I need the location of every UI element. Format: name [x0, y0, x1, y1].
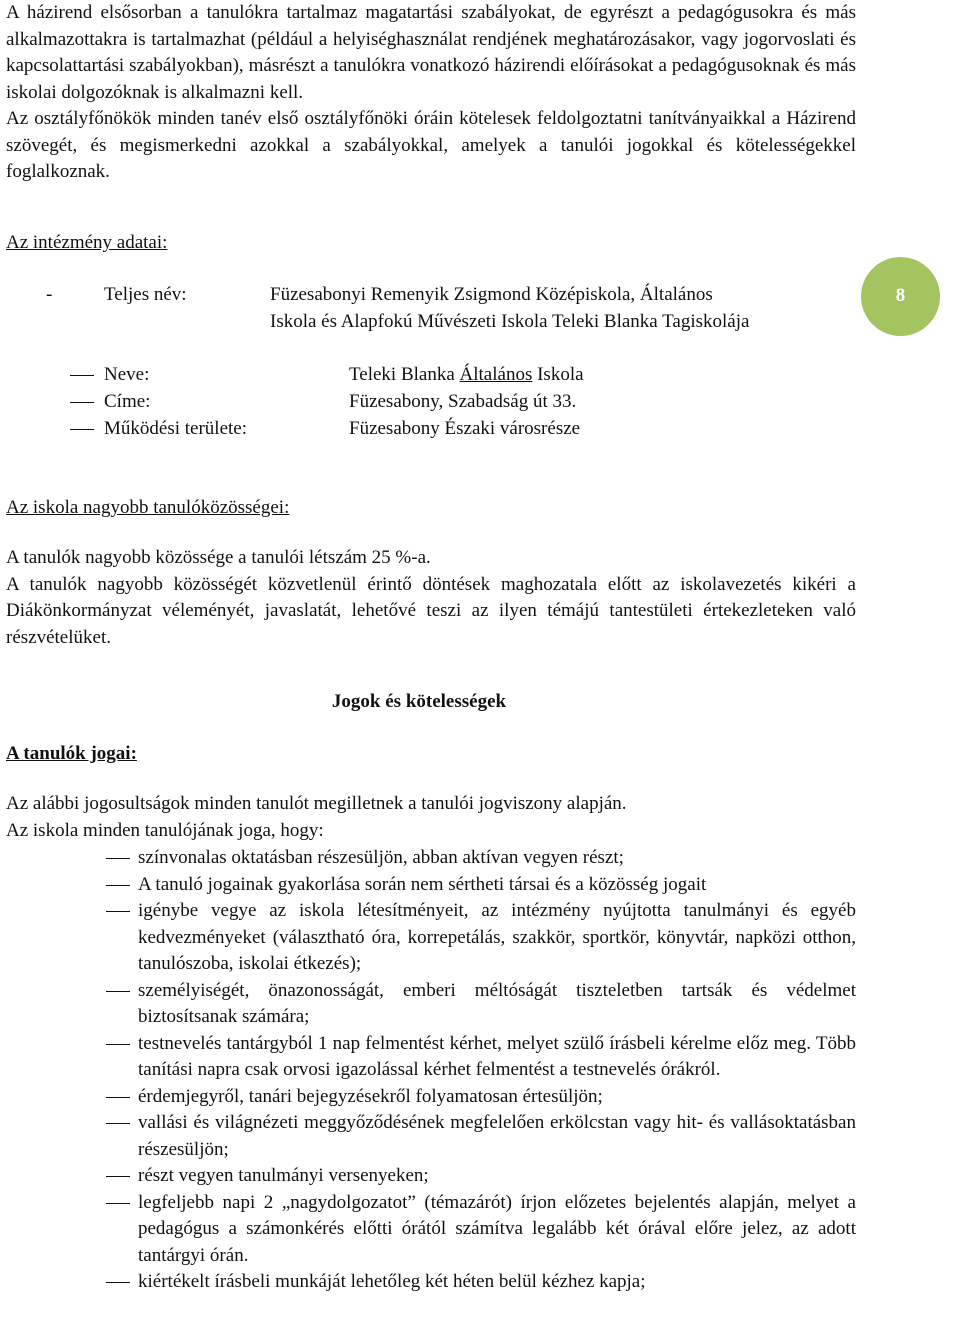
rights-intro-1: Az alábbi jogosultságok minden tanulót megilletnek a tanulói jogviszony alapján. — [6, 793, 627, 814]
dash-bullet — [106, 858, 130, 859]
list-item — [138, 872, 856, 899]
full-name-line-1: Füzesabonyi Remenyik Zsigmond Középiskola, Általános — [270, 284, 713, 305]
communities-heading: Az iskola nagyobb tanulóközösségei: — [6, 497, 290, 518]
institution-details — [6, 362, 856, 442]
rights-heading: A tanulók jogai: — [6, 743, 137, 764]
list-item — [138, 1031, 856, 1084]
list-item-text: vallási és világnézeti meggyőződésének megfelelően erkölcstan vagy hit- és vallásoktatásban részesüljön; — [138, 1112, 856, 1160]
rights-intro-2: Az iskola minden tanulójának joga, hogy: — [6, 819, 324, 841]
dash-bullet — [106, 991, 130, 992]
value-part: Teleki Blanka — [349, 364, 460, 385]
detail-value: Füzesabony, Szabadság út 33. — [349, 391, 577, 412]
list-item — [138, 1110, 856, 1163]
communities-paragraph-2: A tanulók nagyobb közösségét közvetlenül érintő döntések maghozatala előtt az iskolavezetés kikéri a Diákönkormányzat véleményét, javaslatát, lehetővé teszi az ilyen témájú tantestületi értekezleteken való részvételüket. — [6, 573, 856, 648]
list-item-text: testnevelés tantárgyból 1 nap felmentést kérhet, melyet szülő írásbeli kérelme előz meg. Több tanítási napra csak orvosi igazolással kérhet felmentést a testnevelés órákról. — [138, 1032, 856, 1080]
list-item-text: kiértékelt írásbeli munkáját lehetőleg két héten belül kézhez kapja; — [138, 1271, 646, 1292]
list-item — [138, 898, 856, 978]
value-underlined: Általános — [459, 364, 533, 385]
list-item-text: személyiségét, önazonosságát, emberi méltóságát tiszteletben tartsák és védelmet biztosítsanak számára; — [138, 979, 856, 1027]
institution-section — [6, 230, 856, 257]
page-number-badge: 8 — [861, 257, 940, 336]
list-item-text: részt vegyen tanulmányi versenyeken; — [138, 1165, 429, 1186]
list-item-text: A tanuló jogainak gyakorlása során nem sértheti társai és a közösség jogait — [138, 873, 707, 895]
list-item-text: legfeljebb napi 2 „nagydolgozatot” (témazárót) írjon előzetes bejelentés alapján, melyet a pedagógus a számonkérés előtti órától számítva legalább két órával előre jelez, az adott tantárgyi órán. — [138, 1191, 856, 1266]
dash-bullet — [70, 402, 94, 403]
detail-value — [349, 362, 584, 389]
value-part: Iskola — [532, 364, 584, 385]
dash-bullet — [106, 1176, 130, 1177]
list-item — [138, 978, 856, 1031]
dash-bullet — [106, 1282, 130, 1283]
detail-value: Füzesabony Északi városrésze — [349, 418, 581, 439]
rights-list-wrap — [138, 845, 856, 1296]
communities-section — [6, 495, 856, 522]
communities-body — [6, 545, 856, 651]
list-item — [138, 1084, 856, 1111]
communities-line-1: A tanulók nagyobb közössége a tanulói létszám 25 %-a. — [6, 547, 431, 568]
list-item — [138, 1163, 856, 1190]
list-item-text: érdemjegyről, tanári bejegyzésekről folyamatosan értesüljön; — [138, 1085, 603, 1107]
full-name-row — [6, 282, 856, 342]
dash-bullet — [106, 1097, 130, 1098]
list-item — [138, 845, 856, 872]
dash-bullet — [106, 885, 130, 886]
full-name-label: Teljes név: — [104, 284, 187, 305]
dash-bullet — [106, 1044, 130, 1045]
list-item — [138, 1269, 856, 1296]
detail-label: Működési területe: — [104, 418, 247, 439]
rights-list — [138, 845, 856, 1296]
dash-bullet — [106, 911, 130, 912]
institution-heading: Az intézmény adatai: — [6, 232, 168, 253]
dash-bullet — [70, 375, 94, 376]
rights-title: Jogok és kötelességek — [331, 691, 507, 712]
detail-label: Neve: — [104, 364, 150, 385]
rights-intro — [6, 791, 856, 844]
dash-bullet — [106, 1123, 130, 1124]
full-name-dash: - — [46, 284, 53, 305]
detail-label: Címe: — [104, 391, 151, 412]
list-item-text: igénybe vegye az iskola létesítményeit, az intézmény nyújtotta tanulmányi és egyéb kedvezményeket (választható óra, korrepetálás, szakkör, sportkör, könyvtár, napközi otthon, tanulószoba, iskolai étkezés); — [138, 900, 856, 974]
intro-block — [6, 0, 856, 186]
dash-bullet — [106, 1203, 130, 1204]
intro-paragraph-2: Az osztályfőnökök minden tanév első osztályfőnöki óráin kötelesek feldolgoztatni tanítványaikkal a Házirend szövegét, és megismerkedni azokkal a szabályokkal, amelyek a tanulói jogokkal és kötelességekkel foglalkoznak. — [6, 108, 856, 182]
dash-bullet — [70, 429, 94, 430]
list-item-text: színvonalas oktatásban részesüljön, abban aktívan vegyen részt; — [138, 847, 624, 868]
list-item — [138, 1190, 856, 1270]
intro-paragraph-1: A házirend elsősorban a tanulókra tartalmaz magatartási szabályokat, de egyrészt a pedagógusokra és más alkalmazottakra is tartalmazhat (például a helyiséghasználat rendjének meghatározásakor, vagy jogorvoslati és kapcsolattartási szabályokban), másrészt a tanulókra vonatkozó házirendi előírásokat a pedagógusoknak és más iskolai dolgozóknak is alkalmazni kell. — [6, 2, 856, 103]
rights-heading-wrap — [6, 741, 856, 768]
full-name-line-2: Iskola és Alapfokú Művészeti Iskola Teleki Blanka Tagiskolája — [270, 311, 750, 332]
rights-title-wrap — [6, 689, 856, 716]
